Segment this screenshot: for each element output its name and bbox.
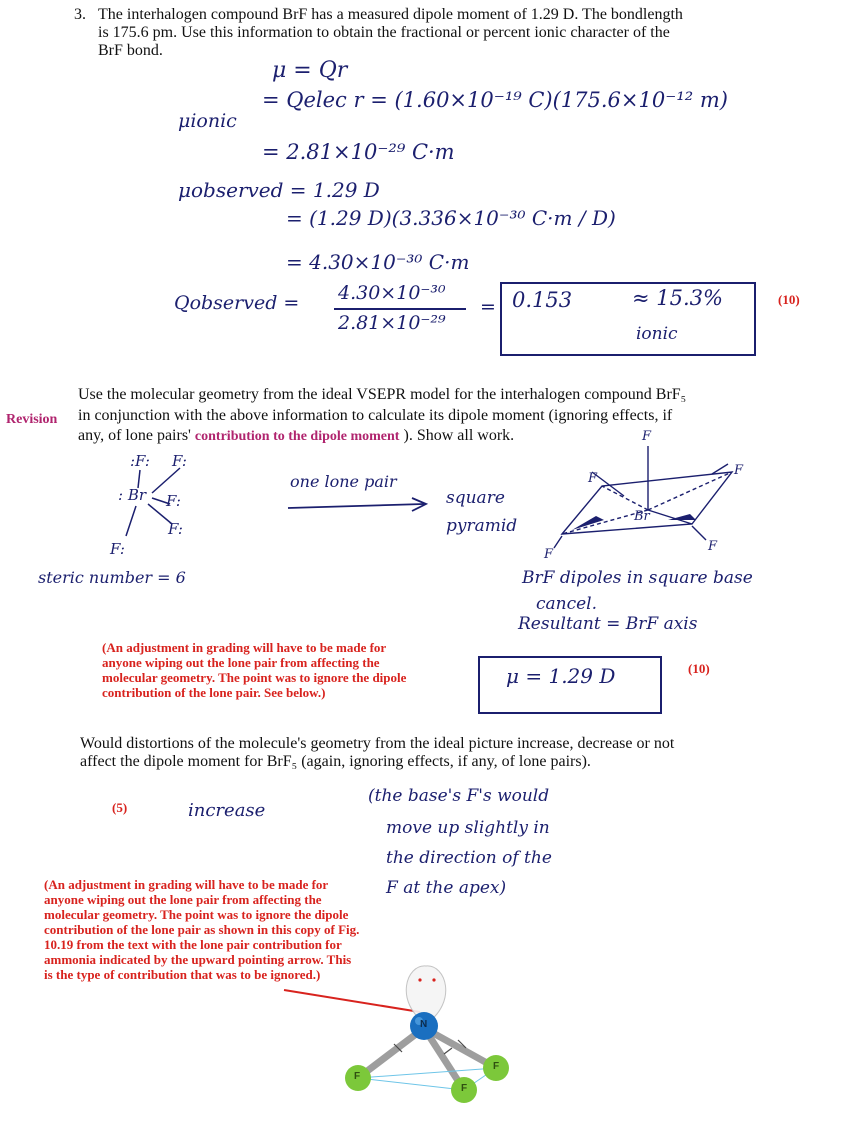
question-line-3: BrF bond. (98, 42, 163, 59)
equation-mu-observed-result: = 4.30×10⁻³⁰ C·m (286, 250, 470, 274)
dipoles-cancel-2: cancel. (536, 594, 598, 614)
equals-sign: = (480, 296, 496, 318)
part3-line-2: affect the dipole moment for BrF₅ (again, ignoring effects, if any, of lone pairs). (80, 753, 591, 770)
mu-ionic-label: μionic (178, 110, 237, 132)
svg-text:F:: F: (166, 492, 181, 510)
shape-label: square pyramid (446, 488, 518, 536)
explanation-3: the direction of the (386, 848, 552, 868)
question-number: 3. (74, 6, 86, 23)
equation-mu-qr: μ = Qr (272, 58, 348, 83)
explanation-4: F at the apex) (386, 878, 507, 898)
revision-tag: Revision (6, 412, 58, 427)
steric-number: steric number = 6 (38, 568, 186, 587)
answer-fraction: 0.153 (512, 288, 573, 312)
part2-line-3-end: ). Show all work. (403, 427, 515, 444)
svg-text:Br: Br (634, 509, 650, 524)
svg-text:F: F (544, 547, 554, 560)
fraction-numerator: 4.30×10⁻³⁰ (338, 282, 446, 304)
fraction-bar (334, 308, 466, 310)
svg-text:F:: F: (168, 520, 183, 538)
svg-text:: Br: : Br (118, 486, 147, 504)
points-part1: (10) (778, 292, 800, 307)
lone-pair-label: one lone pair (290, 472, 397, 491)
part3-line-1: Would distortions of the molecule's geometry from the ideal picture increase, decrease or not (80, 735, 675, 752)
answer-increase: increase (188, 800, 266, 821)
equation-mu-ionic-result: = 2.81×10⁻²⁹ C·m (262, 140, 455, 164)
fraction-denominator: 2.81×10⁻²⁹ (338, 312, 446, 334)
part2-line-2: in conjunction with the above information to calculate its dipole moment (ignoring effects, if (78, 407, 673, 424)
question-line-1: The interhalogen compound BrF has a measured dipole moment of 1.29 D. The bondlength (98, 6, 683, 23)
lewis-structure-drawing (100, 448, 210, 564)
answer-percent: ≈ 15.3% (632, 286, 723, 310)
fluorine-atom-label-1: F (354, 1071, 361, 1082)
equation-conversion: = (1.29 D)(3.336×10⁻³⁰ C·m / D) (286, 206, 616, 230)
part2-line-1: Use the molecular geometry from the ideal VSEPR model for the interhalogen compound BrF₅ (78, 386, 687, 403)
svg-text::F:: :F: (130, 452, 150, 470)
fluorine-atom-label-2: F (461, 1083, 468, 1094)
svg-text:F:: F: (172, 452, 187, 470)
q-observed-label: Qobserved = (174, 292, 300, 314)
reaction-arrow (284, 494, 434, 516)
revision-insert: contribution to the dipole moment (194, 429, 400, 444)
question-line-2: is 175.6 pm. Use this information to obtain the fractional or percent ionic character of the (98, 24, 670, 41)
answer-ionic: ionic (636, 324, 678, 344)
dipoles-cancel-1: BrF dipoles in square base (522, 568, 753, 588)
svg-text:F: F (588, 471, 598, 486)
explanation-2: move up slightly in (386, 818, 550, 838)
equation-mu-observed: μobserved = 1.29 D (178, 178, 380, 202)
ammonia-figure (334, 962, 534, 1122)
mu-answer: μ = 1.29 D (506, 664, 616, 688)
svg-text:F: F (734, 463, 744, 478)
svg-text:F: F (642, 429, 652, 444)
svg-text:F: F (708, 539, 718, 554)
explanation-1: (the base's F's would (368, 786, 550, 806)
points-part3: (5) (112, 800, 128, 815)
square-pyramid-drawing (532, 424, 782, 560)
nitrogen-atom-label: N (420, 1019, 428, 1030)
part2-line-3 (78, 427, 514, 445)
grading-note-2: (An adjustment in grading will have to be made for anyone wiping out the lone pair from affecting the molecular geometry. The point was to ignore the dipole contribution of the lone pair as shown in this copy of Fig. 10.19 from the text with the lone pair contribution for ammonia indicated by the upward pointing arrow. This is the type of contribution that was to be ignored.) (44, 877, 360, 982)
fluorine-atom-label-3: F (493, 1061, 500, 1072)
part2-line-3-start: any, of lone pairs' (78, 427, 191, 444)
points-part2: (10) (688, 661, 710, 676)
grading-note-1: (An adjustment in grading will have to be made for anyone wiping out the lone pair from affecting the molecular geometry. The point was to ignore the dipole contribution of the lone pair. See below.) (102, 640, 407, 700)
equation-mu-ionic: = Qelec r = (1.60×10⁻¹⁹ C)(175.6×10⁻¹² m) (262, 88, 728, 112)
svg-text:F:: F: (110, 540, 125, 558)
resultant-label: Resultant = BrF axis (518, 614, 698, 634)
